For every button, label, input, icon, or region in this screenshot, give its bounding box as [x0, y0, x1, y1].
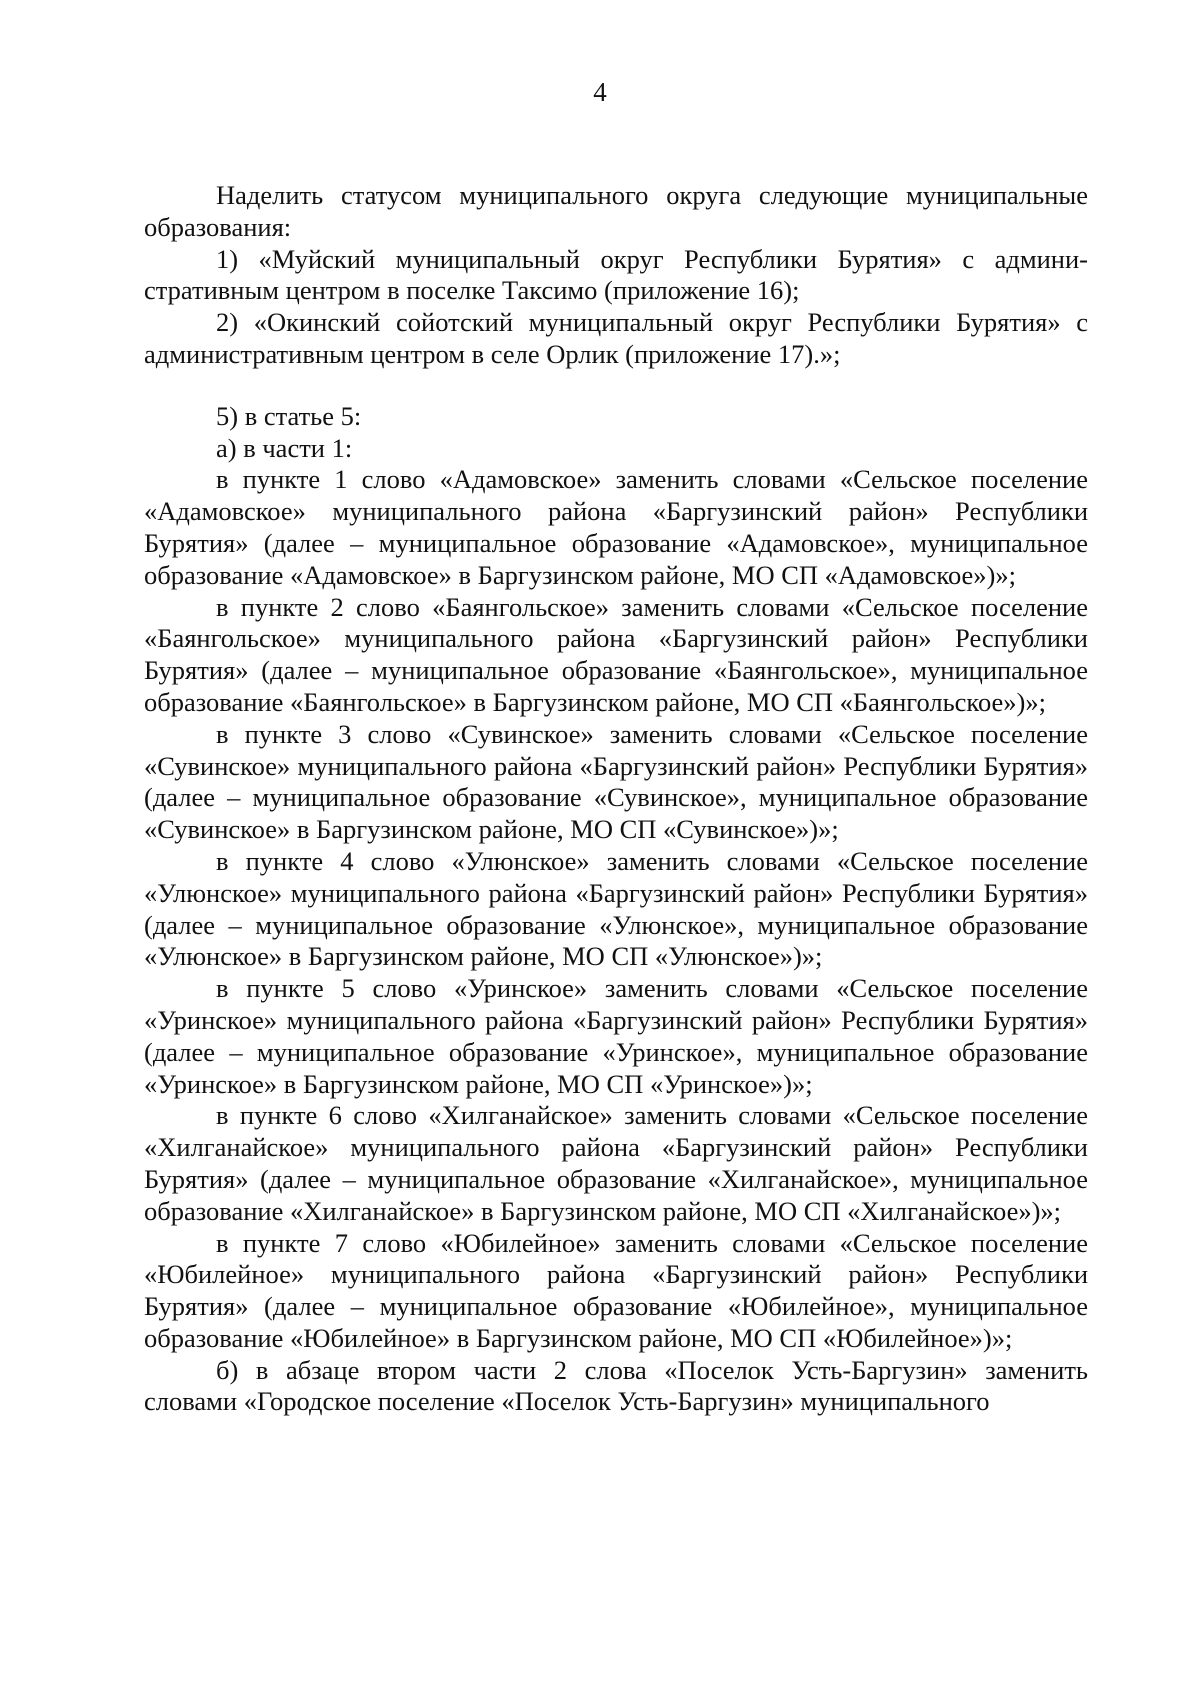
document-body: [144, 180, 1088, 1418]
paragraph-intro: Наделить статусом муниципального округа следующие муниципальные образования:: [144, 180, 1088, 242]
paragraph-item-2: 2) «Окинский сойотский муниципальный округ Республики Бурятия» с административным центром в селе Орлик (приложение 17).»;: [144, 307, 1088, 369]
paragraph-point-7: в пункте 7 слово «Юбилейное» заменить словами «Сельское поселение «Юбилейное» муниципального района «Баргузинский район» Республики Бурятия» (далее – муниципальное образование «Юбилейное», муниципальное образование «Юбилейное» в Баргузинском районе, МО СП «Юбилейное»)»;: [144, 1227, 1088, 1353]
paragraph-point-2: в пункте 2 слово «Баянгольское» заменить словами «Сельское поселение «Баянгольское» муниципального района «Баргузинский район» Республики Бурятия» (далее – муниципальное образование «Баянгольское», муниципальное образование «Баянгольское» в Баргузинском районе, МО СП «Баянгольское»)»;: [144, 591, 1088, 717]
paragraph-item-1: 1) «Муйский муниципальный округ Республики Бурятия» с административным центром в поселке Таксимо (приложение 16);: [144, 243, 1088, 306]
paragraph-point-4: в пункте 4 слово «Улюнское» заменить словами «Сельское поселение «Улюнское» муниципального района «Баргузинский район» Республики Бурятия» (далее – муниципальное образование «Улюнское», муниципальное образование «Улюнское» в Баргузинском районе, МО СП «Улюнское»)»;: [144, 845, 1088, 972]
paragraph-point-1: в пункте 1 слово «Адамовское» заменить словами «Сельское поселение «Адамовское» муниципального района «Баргузинский район» Республики Бурятия» (далее – муниципальное образование «Адамовское», муниципальное образование «Адамовское» в Баргузинском районе, МО СП «Адамовское»)»;: [144, 464, 1088, 590]
paragraph-part-1: а) в части 1:: [216, 432, 353, 463]
page-number: 4: [593, 77, 607, 107]
paragraph-point-3: в пункте 3 слово «Сувинское» заменить словами «Сельское поселение «Сувинское» муниципального района «Баргузинский район» Республики Бурятия» (далее – муниципальное образование «Сувинское», муниципальное образование «Сувинское» в Баргузинском районе, МО СП «Сувинское»)»;: [144, 718, 1088, 845]
paragraph-article-5: 5) в статье 5:: [216, 400, 362, 431]
paragraph-part-2: б) в абзаце втором части 2 слова «Поселок Усть-Баргузин» заменить словами «Городское поселение «Поселок Усть-Баргузин» муниципального: [144, 1354, 1088, 1417]
paragraph-point-6: в пункте 6 слово «Хилганайское» заменить словами «Сельское поселение «Хилганайское» муниципального района «Баргузинский район» Республики Бурятия» (далее – муниципальное образование «Хилганайское», муниципальное образование «Хилганайское» в Баргузинском районе, МО СП «Хилганайское»)»;: [144, 1100, 1088, 1226]
paragraph-point-5: в пункте 5 слово «Уринское» заменить словами «Сельское поселение «Уринское» муниципального района «Баргузинский район» Республики Бурятия» (далее – муниципальное образование «Уринское», муниципальное образование «Уринское» в Баргузинском районе, МО СП «Уринское»)»;: [144, 973, 1088, 1099]
